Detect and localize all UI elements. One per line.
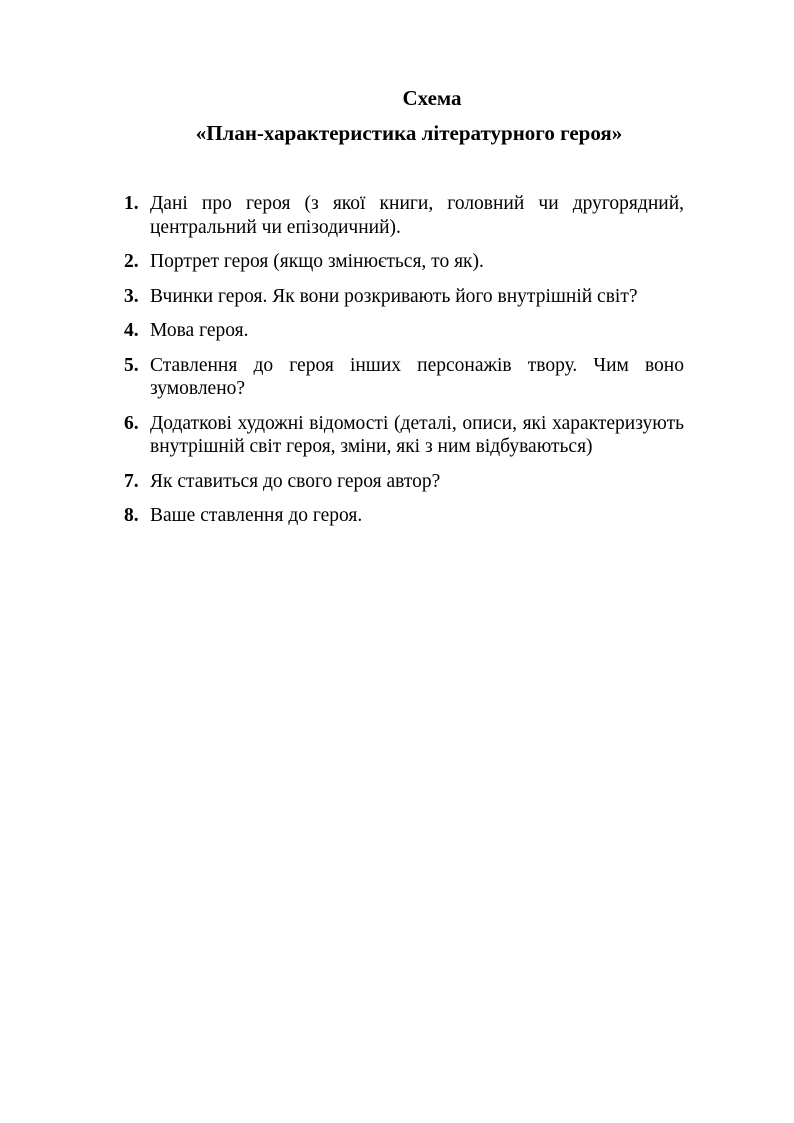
item-number: 3. bbox=[124, 285, 139, 307]
item-number: 5. bbox=[124, 354, 139, 376]
item-text: Як ставиться до свого героя автор? bbox=[150, 470, 441, 492]
item-text: Вчинки героя. Як вони розкривають його внутрішній світ? bbox=[150, 285, 638, 307]
list-item bbox=[124, 504, 684, 528]
list-item bbox=[124, 250, 684, 274]
item-number: 2. bbox=[124, 251, 139, 272]
item-text: Ваше ставлення до героя. bbox=[150, 505, 363, 526]
document-title: Схема bbox=[402, 86, 462, 110]
list-item bbox=[124, 319, 684, 343]
item-number: 6. bbox=[124, 412, 139, 434]
item-text: Ставлення до героя інших персонажів твору. Чим воно зумовлено? bbox=[150, 354, 684, 399]
item-number: 8. bbox=[124, 505, 139, 526]
item-number: 4. bbox=[124, 320, 139, 341]
list-item bbox=[124, 412, 684, 459]
item-text: Додаткові художні відомості (деталі, описи, які характеризують внутрішній світ героя, зміни, які з ним відбуваються) bbox=[150, 412, 684, 457]
list-item bbox=[124, 354, 684, 401]
item-text: Мова героя. bbox=[150, 320, 249, 341]
list-item bbox=[124, 285, 684, 309]
item-text: Портрет героя (якщо змінюється, то як). bbox=[150, 251, 484, 272]
plan-list bbox=[124, 192, 684, 539]
list-item bbox=[124, 470, 684, 494]
list-item bbox=[124, 192, 684, 239]
item-number: 1. bbox=[124, 193, 139, 214]
item-text: Дані про героя (з якої книги, головний чи другорядний, центральний чи епізодичний). bbox=[150, 193, 684, 238]
document-subtitle: «План-характеристика літературного героя» bbox=[195, 121, 623, 145]
item-number: 7. bbox=[124, 470, 139, 492]
